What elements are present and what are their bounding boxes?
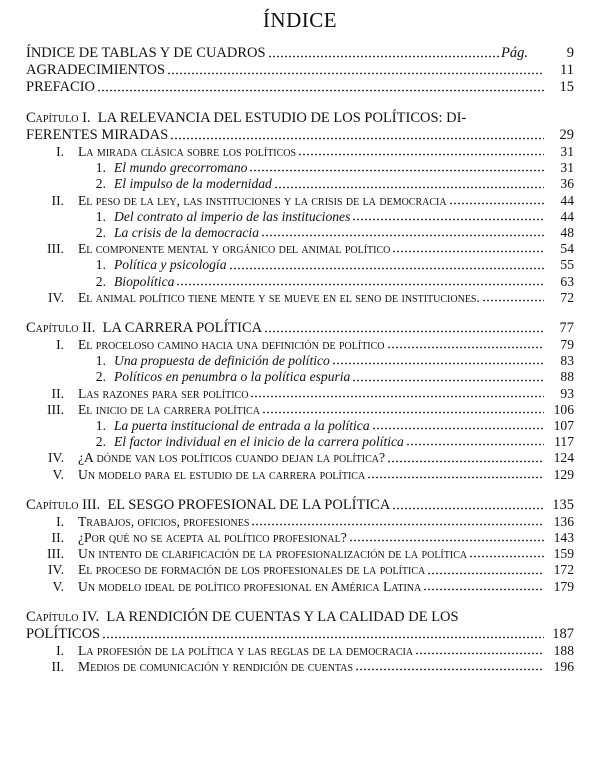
page-number: 36	[560, 176, 574, 192]
page-number: 196	[553, 659, 574, 675]
dot-leader	[482, 298, 544, 303]
dot-leader	[261, 233, 544, 238]
toc-entry-section[interactable]	[26, 241, 574, 257]
subsection-number: 1.	[95, 160, 106, 176]
section-number: I.	[56, 144, 64, 159]
chapter-number: Capítulo II.	[26, 320, 96, 337]
page-number: 48	[560, 225, 574, 241]
section-number: II.	[51, 192, 64, 208]
toc-entry-section[interactable]	[26, 290, 574, 306]
page-number: 93	[560, 385, 574, 401]
dot-leader	[102, 635, 544, 640]
chapter-heading[interactable]	[26, 497, 574, 514]
toc-entry-subsection[interactable]	[26, 209, 574, 225]
dot-leader	[268, 54, 499, 59]
dot-leader	[250, 394, 544, 399]
page-number: 188	[553, 642, 574, 658]
section-label: Trabajos, oficios, profesiones	[78, 513, 250, 529]
dot-leader	[97, 88, 544, 93]
section-label: Un modelo para el estudio de la carrera política	[78, 466, 366, 482]
section-number: I.	[56, 513, 64, 529]
dot-leader	[352, 217, 544, 222]
chapter-heading-line1[interactable]	[26, 609, 574, 626]
dot-leader	[423, 587, 544, 592]
subsection-label: La puerta institucional de entrada a la política	[114, 418, 370, 434]
toc-entry-subsection[interactable]	[26, 257, 574, 273]
toc-entry-section[interactable]	[26, 193, 574, 209]
chapter-gap	[26, 483, 574, 497]
section-label: El proceso de formación de los profesionales de la política	[78, 562, 426, 578]
pag-label: Pág.	[501, 45, 528, 61]
page-title: ÍNDICE	[262, 8, 338, 32]
section-label: Un intento de clarificación de la profesionalización de la política	[78, 546, 468, 562]
section-number: V.	[52, 466, 64, 482]
dot-leader	[176, 282, 544, 287]
subsection-number: 1.	[95, 353, 106, 369]
section-label: Un modelo ideal de político profesional en América Latina	[78, 578, 422, 594]
toc-entry-section[interactable]	[26, 467, 574, 483]
dot-leader	[274, 185, 544, 190]
dot-leader	[372, 426, 544, 431]
page-number: 117	[554, 434, 574, 450]
subsection-number: 1.	[95, 208, 106, 224]
subsection-number: 2.	[95, 225, 106, 241]
dot-leader	[352, 378, 544, 383]
page-number: 107	[553, 418, 574, 434]
chapter-gap	[26, 96, 574, 110]
toc-entry-subsection[interactable]	[26, 274, 574, 290]
subsection-number: 1.	[95, 418, 106, 434]
section-number: IV.	[48, 562, 64, 578]
page-number: 55	[560, 257, 574, 273]
toc-entry-section[interactable]	[26, 562, 574, 578]
dot-leader	[264, 329, 544, 334]
page-number: 79	[560, 337, 574, 353]
page-number: 179	[553, 578, 574, 594]
dot-leader	[387, 345, 544, 350]
page-number: 159	[553, 546, 574, 562]
chapter-title-line1: LA CARRERA POLÍTICA	[102, 320, 263, 337]
page-number: 44	[560, 192, 574, 208]
toc-entry-section[interactable]	[26, 337, 574, 353]
dot-leader	[406, 442, 544, 447]
toc-entry-section[interactable]	[26, 530, 574, 546]
chapter-title-line2: FERENTES MIRADAS	[26, 127, 169, 143]
dot-leader	[387, 459, 544, 464]
page-number: 129	[553, 466, 574, 482]
page-number: 31	[560, 160, 574, 176]
section-number: V.	[52, 578, 64, 594]
entry-label: ÍNDICE DE TABLAS Y DE CUADROS	[26, 45, 266, 61]
toc-entry-section[interactable]	[26, 546, 574, 562]
section-number: II.	[51, 659, 64, 675]
subsection-label: La crisis de la democracia	[114, 225, 259, 241]
entry-label: PREFACIO	[26, 79, 96, 95]
chapter-title-line1: LA RELEVANCIA DEL ESTUDIO DE LOS POLÍTICOS: DI-	[97, 110, 467, 126]
dot-leader	[415, 651, 544, 656]
section-label: Las razones para ser político	[78, 385, 249, 401]
toc-entry-section[interactable]	[26, 450, 574, 466]
dot-leader	[229, 266, 544, 271]
toc-entry-section[interactable]	[26, 659, 574, 675]
entry-label: AGRADECIMIENTOS	[26, 62, 166, 78]
table-of-contents	[26, 45, 574, 675]
section-label: La mirada clásica sobre los políticos	[78, 144, 297, 159]
page-number: 88	[560, 369, 574, 385]
chapter-number: Capítulo III.	[26, 496, 101, 513]
toc-entry-front-matter[interactable]	[26, 79, 574, 96]
dot-leader	[298, 152, 544, 157]
page-number: 124	[553, 450, 574, 466]
dot-leader	[262, 410, 544, 415]
toc-entry-subsection[interactable]	[26, 176, 574, 192]
section-label: ¿A dónde van los políticos cuando dejan la política?	[78, 450, 386, 466]
section-number: I.	[56, 642, 64, 658]
subsection-label: Políticos en penumbra o la política espuria	[114, 369, 351, 385]
dot-leader	[332, 361, 544, 366]
chapter-heading-line2[interactable]	[26, 127, 574, 144]
chapter-title-line1: EL SESGO PROFESIONAL DE LA POLÍTICA	[107, 496, 391, 513]
page-number: 9	[566, 45, 574, 61]
dot-leader	[367, 475, 544, 480]
subsection-label: Del contrato al imperio de las instituciones	[114, 208, 351, 224]
dot-leader	[170, 136, 544, 141]
section-number: III.	[47, 401, 64, 417]
subsection-label: Política y psicología	[114, 257, 227, 273]
page-number: 143	[553, 530, 574, 546]
chapter-title	[26, 110, 466, 127]
subsection-label: Una propuesta de definición de político	[114, 353, 330, 369]
section-number: I.	[56, 337, 64, 353]
section-label: El proceloso camino hacia una definición de político	[78, 337, 385, 353]
toc-entry-subsection[interactable]	[26, 369, 574, 385]
chapter-title	[26, 497, 390, 514]
section-label: ¿Por qué no se acepta al político profesional?	[78, 530, 347, 546]
toc-entry-subsection[interactable]	[26, 353, 574, 369]
toc-entry-section[interactable]	[26, 643, 574, 659]
chapter-title	[26, 609, 459, 626]
toc-entry-front-matter[interactable]	[26, 62, 574, 79]
chapter-gap	[26, 306, 574, 320]
toc-entry-subsection[interactable]	[26, 434, 574, 450]
section-label: El peso de la ley, las instituciones y la crisis de la democracia	[78, 192, 447, 208]
page-number: 44	[560, 208, 574, 224]
dot-leader	[427, 571, 544, 576]
dot-leader	[392, 249, 544, 254]
page-number: 72	[560, 289, 574, 305]
section-number: IV.	[48, 289, 64, 305]
section-number: IV.	[48, 450, 64, 466]
subsection-label: Biopolítica	[114, 273, 175, 289]
page-number: 172	[553, 562, 574, 578]
section-number: III.	[47, 546, 64, 562]
section-number: III.	[47, 241, 64, 257]
toc-entry-section[interactable]	[26, 386, 574, 402]
chapter-gap	[26, 595, 574, 609]
page-number: 135	[552, 496, 574, 513]
dot-leader	[167, 71, 544, 76]
dot-leader	[355, 667, 544, 672]
page-number: 83	[560, 353, 574, 369]
page-number: 31	[560, 144, 574, 159]
page-number: 11	[560, 62, 574, 78]
section-number: II.	[51, 385, 64, 401]
toc-entry-subsection[interactable]	[26, 160, 574, 176]
subsection-label: El factor individual en el inicio de la carrera política	[114, 434, 404, 450]
toc-entry-subsection[interactable]	[26, 418, 574, 434]
chapter-title	[26, 320, 262, 337]
subsection-label: El mundo grecorromano	[114, 160, 248, 176]
toc-entry-section[interactable]	[26, 144, 574, 160]
toc-entry-section[interactable]	[26, 514, 574, 530]
section-label: El animal político tiene mente y se mueve en el seno de instituciones.	[78, 289, 480, 305]
toc-entry-front-matter[interactable]	[26, 45, 574, 62]
subsection-number: 2.	[95, 369, 106, 385]
dot-leader	[449, 201, 544, 206]
page-number: 187	[552, 625, 574, 642]
chapter-title-line1: LA RENDICIÓN DE CUENTAS Y LA CALIDAD DE LOS	[106, 608, 459, 625]
page-number: 77	[559, 320, 574, 337]
toc-entry-section[interactable]	[26, 402, 574, 418]
dot-leader	[469, 554, 544, 559]
page-number: 29	[559, 127, 574, 143]
chapter-heading-line1[interactable]	[26, 110, 574, 127]
page-number: 54	[560, 241, 574, 257]
page-number: 63	[560, 273, 574, 289]
chapter-title-line2: POLÍTICOS	[26, 625, 101, 642]
toc-entry-section[interactable]	[26, 579, 574, 595]
chapter-number: Capítulo IV.	[26, 608, 100, 625]
chapter-heading-line2[interactable]	[26, 626, 574, 643]
section-label: El inicio de la carrera política	[78, 401, 260, 417]
subsection-number: 2.	[95, 273, 106, 289]
section-number: II.	[51, 530, 64, 546]
subsection-number: 1.	[95, 257, 106, 273]
page-number: 15	[559, 79, 574, 95]
subsection-number: 2.	[95, 176, 106, 192]
dot-leader	[251, 522, 544, 527]
subsection-label: El impulso de la modernidad	[114, 176, 272, 192]
chapter-heading[interactable]	[26, 320, 574, 337]
section-label: La profesión de la política y las reglas de la democracia	[78, 642, 414, 658]
dot-leader	[249, 168, 544, 173]
page-number: 136	[553, 513, 574, 529]
section-label: El componente mental y orgánico del animal político	[78, 241, 391, 257]
page-number: 106	[553, 401, 574, 417]
dot-leader	[349, 538, 544, 543]
chapter-number: Capítulo I.	[26, 110, 91, 126]
section-label: Medios de comunicación y rendición de cuentas	[78, 659, 354, 675]
toc-entry-subsection[interactable]	[26, 225, 574, 241]
dot-leader	[392, 506, 544, 511]
subsection-number: 2.	[95, 434, 106, 450]
